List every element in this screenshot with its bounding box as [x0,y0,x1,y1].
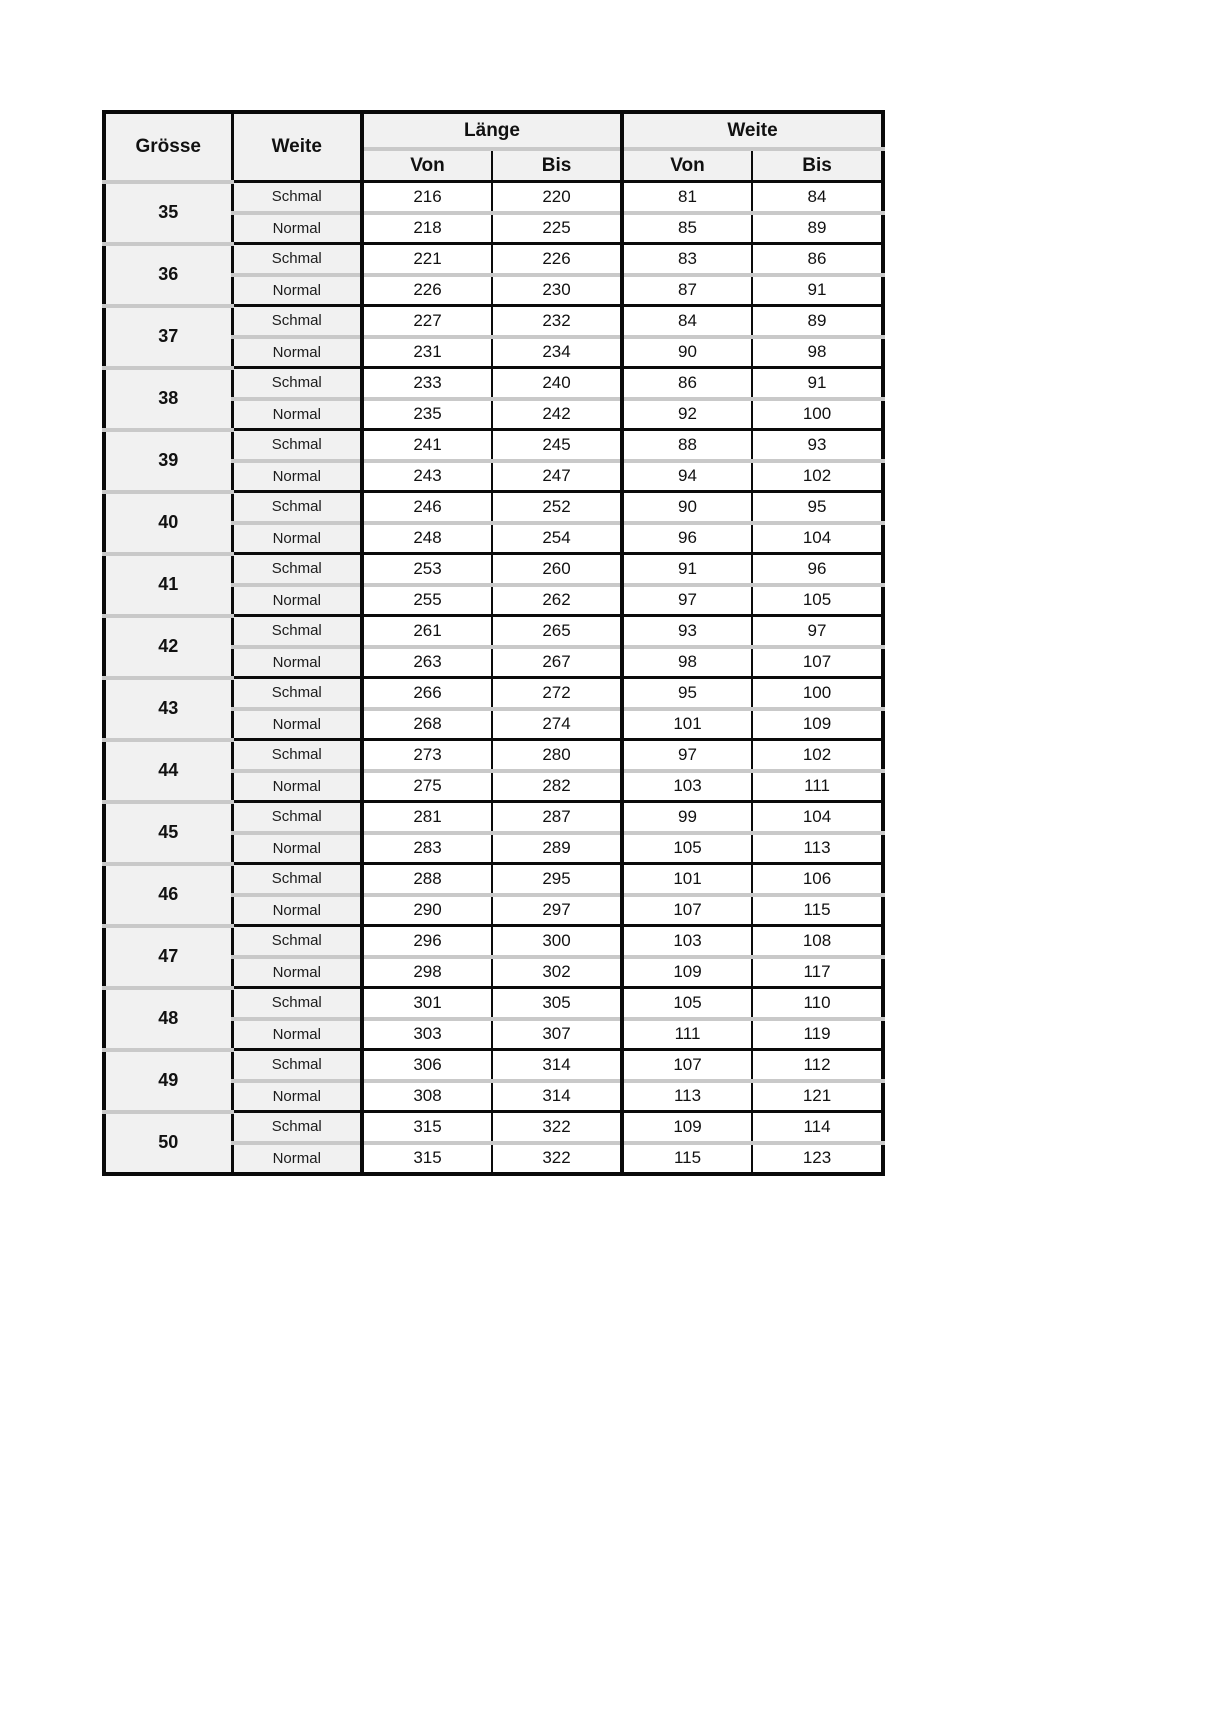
laenge-bis-value: 272 [492,678,622,709]
laenge-bis-value: 220 [492,182,622,213]
width-label-normal: Normal [232,957,362,988]
laenge-bis-value: 280 [492,740,622,771]
laenge-von-value: 296 [362,926,492,957]
width-label-normal: Normal [232,461,362,492]
size-value: 48 [104,988,232,1050]
laenge-bis-value: 230 [492,275,622,306]
width-label-normal: Normal [232,275,362,306]
size-value: 37 [104,306,232,368]
weite-bis-value: 89 [752,306,883,337]
weite-bis-value: 102 [752,461,883,492]
weite-bis-value: 100 [752,399,883,430]
table-row-schmal [104,430,883,461]
laenge-bis-value: 307 [492,1019,622,1050]
laenge-bis-value: 289 [492,833,622,864]
laenge-bis-value: 302 [492,957,622,988]
width-label-schmal: Schmal [232,864,362,895]
laenge-von-value: 315 [362,1112,492,1143]
laenge-von-value: 248 [362,523,492,554]
weite-von-value: 88 [622,430,752,461]
laenge-von-value: 308 [362,1081,492,1112]
table-row-schmal [104,554,883,585]
size-chart-table [102,110,885,1176]
laenge-von-value: 231 [362,337,492,368]
weite-von-value: 90 [622,492,752,523]
laenge-von-value: 290 [362,895,492,926]
weite-von-value: 92 [622,399,752,430]
weite-von-value: 97 [622,740,752,771]
laenge-von-value: 246 [362,492,492,523]
size-value: 49 [104,1050,232,1112]
weite-bis-value: 86 [752,244,883,275]
laenge-bis-value: 274 [492,709,622,740]
table-body [104,182,883,1174]
laenge-von-value: 306 [362,1050,492,1081]
weite-bis-value: 110 [752,988,883,1019]
size-value: 50 [104,1112,232,1174]
weite-von-value: 103 [622,926,752,957]
weite-bis-value: 104 [752,802,883,833]
weite-von-value: 91 [622,554,752,585]
width-label-schmal: Schmal [232,182,362,213]
size-value: 42 [104,616,232,678]
laenge-bis-value: 267 [492,647,622,678]
laenge-von-value: 221 [362,244,492,275]
width-label-normal: Normal [232,337,362,368]
weite-von-value: 94 [622,461,752,492]
table-row-schmal [104,864,883,895]
width-label-schmal: Schmal [232,678,362,709]
laenge-von-value: 303 [362,1019,492,1050]
laenge-von-value: 253 [362,554,492,585]
table-row-schmal [104,926,883,957]
width-label-schmal: Schmal [232,368,362,399]
weite-bis-value: 100 [752,678,883,709]
size-value: 36 [104,244,232,306]
laenge-bis-value: 242 [492,399,622,430]
weite-von-value: 105 [622,988,752,1019]
table-row-schmal [104,1112,883,1143]
size-value: 46 [104,864,232,926]
weite-von-value: 96 [622,523,752,554]
weite-von-value: 84 [622,306,752,337]
laenge-bis-value: 232 [492,306,622,337]
width-label-normal: Normal [232,1081,362,1112]
weite-von-value: 85 [622,213,752,244]
laenge-von-value: 275 [362,771,492,802]
weite-bis-value: 91 [752,275,883,306]
table-row-schmal [104,802,883,833]
table-row-schmal [104,616,883,647]
table-row-schmal [104,244,883,275]
header-groesse: Grösse [104,112,232,182]
width-label-schmal: Schmal [232,1112,362,1143]
table-row-schmal [104,678,883,709]
weite-von-value: 87 [622,275,752,306]
weite-bis-value: 104 [752,523,883,554]
laenge-von-value: 263 [362,647,492,678]
weite-bis-value: 98 [752,337,883,368]
weite-bis-value: 106 [752,864,883,895]
weite-bis-value: 108 [752,926,883,957]
weite-bis-value: 97 [752,616,883,647]
width-label-schmal: Schmal [232,492,362,523]
laenge-bis-value: 226 [492,244,622,275]
laenge-bis-value: 300 [492,926,622,957]
laenge-bis-value: 260 [492,554,622,585]
laenge-bis-value: 287 [492,802,622,833]
weite-von-value: 109 [622,1112,752,1143]
laenge-von-value: 227 [362,306,492,337]
laenge-von-value: 315 [362,1143,492,1174]
table-row-schmal [104,988,883,1019]
weite-von-value: 97 [622,585,752,616]
size-value: 41 [104,554,232,616]
laenge-von-value: 281 [362,802,492,833]
laenge-von-value: 273 [362,740,492,771]
table-row-schmal [104,1050,883,1081]
laenge-bis-value: 322 [492,1112,622,1143]
weite-bis-value: 95 [752,492,883,523]
size-value: 45 [104,802,232,864]
weite-bis-value: 123 [752,1143,883,1174]
laenge-bis-value: 314 [492,1081,622,1112]
width-label-normal: Normal [232,895,362,926]
weite-bis-value: 91 [752,368,883,399]
width-label-schmal: Schmal [232,1050,362,1081]
weite-von-value: 101 [622,864,752,895]
header-weite: Weite [232,112,362,182]
weite-von-value: 81 [622,182,752,213]
laenge-von-value: 255 [362,585,492,616]
laenge-bis-value: 297 [492,895,622,926]
weite-bis-value: 84 [752,182,883,213]
table-header [104,112,883,182]
width-label-normal: Normal [232,1143,362,1174]
size-value: 47 [104,926,232,988]
size-value: 44 [104,740,232,802]
size-value: 39 [104,430,232,492]
laenge-von-value: 233 [362,368,492,399]
width-label-normal: Normal [232,1019,362,1050]
width-label-schmal: Schmal [232,616,362,647]
width-label-normal: Normal [232,771,362,802]
laenge-bis-value: 314 [492,1050,622,1081]
weite-bis-value: 115 [752,895,883,926]
laenge-bis-value: 265 [492,616,622,647]
header-laenge-group: Länge [362,112,622,149]
laenge-bis-value: 295 [492,864,622,895]
laenge-bis-value: 225 [492,213,622,244]
header-laenge-von: Von [362,149,492,182]
laenge-von-value: 241 [362,430,492,461]
weite-bis-value: 109 [752,709,883,740]
laenge-bis-value: 254 [492,523,622,554]
weite-von-value: 111 [622,1019,752,1050]
width-label-schmal: Schmal [232,740,362,771]
weite-bis-value: 119 [752,1019,883,1050]
laenge-bis-value: 282 [492,771,622,802]
laenge-von-value: 226 [362,275,492,306]
weite-bis-value: 102 [752,740,883,771]
weite-bis-value: 113 [752,833,883,864]
weite-bis-value: 105 [752,585,883,616]
laenge-von-value: 288 [362,864,492,895]
size-value: 35 [104,182,232,244]
width-label-schmal: Schmal [232,988,362,1019]
laenge-bis-value: 245 [492,430,622,461]
weite-von-value: 115 [622,1143,752,1174]
laenge-von-value: 261 [362,616,492,647]
table-row-schmal [104,182,883,213]
width-label-schmal: Schmal [232,802,362,833]
laenge-von-value: 243 [362,461,492,492]
header-weite-group: Weite [622,112,883,149]
weite-von-value: 107 [622,895,752,926]
weite-bis-value: 111 [752,771,883,802]
laenge-von-value: 283 [362,833,492,864]
weite-von-value: 95 [622,678,752,709]
table-row-schmal [104,740,883,771]
weite-von-value: 83 [622,244,752,275]
weite-von-value: 101 [622,709,752,740]
width-label-normal: Normal [232,709,362,740]
laenge-von-value: 216 [362,182,492,213]
width-label-schmal: Schmal [232,926,362,957]
width-label-normal: Normal [232,399,362,430]
table-row-schmal [104,492,883,523]
weite-von-value: 107 [622,1050,752,1081]
header-row-groups [104,112,883,149]
header-laenge-bis: Bis [492,149,622,182]
weite-bis-value: 121 [752,1081,883,1112]
header-weite-bis: Bis [752,149,883,182]
weite-von-value: 99 [622,802,752,833]
table-row-schmal [104,368,883,399]
weite-von-value: 86 [622,368,752,399]
width-label-schmal: Schmal [232,430,362,461]
weite-von-value: 105 [622,833,752,864]
header-weite-von: Von [622,149,752,182]
width-label-schmal: Schmal [232,306,362,337]
laenge-von-value: 268 [362,709,492,740]
weite-von-value: 103 [622,771,752,802]
weite-von-value: 93 [622,616,752,647]
weite-bis-value: 93 [752,430,883,461]
laenge-bis-value: 247 [492,461,622,492]
weite-bis-value: 96 [752,554,883,585]
weite-bis-value: 89 [752,213,883,244]
laenge-bis-value: 240 [492,368,622,399]
laenge-von-value: 301 [362,988,492,1019]
width-label-normal: Normal [232,213,362,244]
weite-bis-value: 112 [752,1050,883,1081]
width-label-schmal: Schmal [232,244,362,275]
width-label-normal: Normal [232,833,362,864]
weite-bis-value: 117 [752,957,883,988]
laenge-bis-value: 262 [492,585,622,616]
laenge-von-value: 298 [362,957,492,988]
weite-von-value: 98 [622,647,752,678]
laenge-von-value: 266 [362,678,492,709]
weite-bis-value: 107 [752,647,883,678]
laenge-von-value: 218 [362,213,492,244]
size-value: 38 [104,368,232,430]
laenge-bis-value: 305 [492,988,622,1019]
weite-von-value: 113 [622,1081,752,1112]
size-value: 43 [104,678,232,740]
weite-bis-value: 114 [752,1112,883,1143]
laenge-von-value: 235 [362,399,492,430]
width-label-normal: Normal [232,523,362,554]
table-row-schmal [104,306,883,337]
width-label-normal: Normal [232,585,362,616]
weite-von-value: 109 [622,957,752,988]
width-label-normal: Normal [232,647,362,678]
laenge-bis-value: 252 [492,492,622,523]
laenge-bis-value: 322 [492,1143,622,1174]
weite-von-value: 90 [622,337,752,368]
width-label-schmal: Schmal [232,554,362,585]
size-value: 40 [104,492,232,554]
laenge-bis-value: 234 [492,337,622,368]
